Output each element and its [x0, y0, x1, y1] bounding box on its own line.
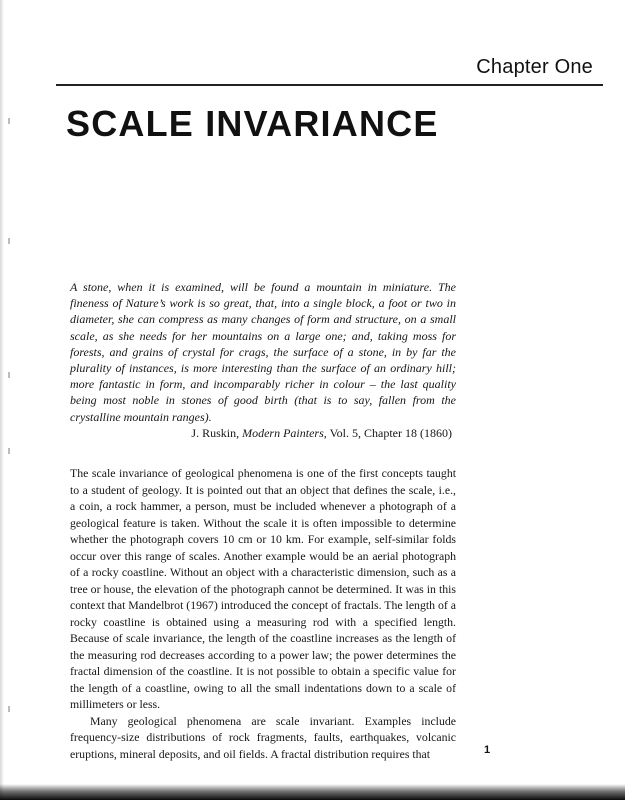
scan-bottom-shadow — [0, 784, 625, 800]
chapter-rule — [56, 84, 603, 86]
epigraph — [70, 279, 456, 441]
page-number: 1 — [484, 744, 491, 756]
body-paragraph: Many geological phenomena are scale invariant. Examples include frequency-size distributions of rock fragments, faults, earthquakes, volcanic eruptions, mineral deposits, and oil fields. A fractal distribution requires that — [70, 713, 456, 761]
chapter-title: SCALE INVARIANCE — [66, 103, 439, 144]
epigraph-work: Modern Painters, — [242, 425, 327, 440]
page-edge — [0, 0, 4, 800]
body-text — [70, 465, 456, 762]
chapter-label: Chapter One — [476, 56, 593, 78]
epigraph-reference: Vol. 5, Chapter 18 (1860) — [329, 425, 452, 440]
scan-mark — [8, 238, 10, 244]
epigraph-author: J. Ruskin, — [191, 425, 240, 440]
scan-mark — [8, 118, 10, 124]
scan-mark — [8, 448, 10, 454]
epigraph-quote: A stone, when it is examined, will be found a mountain in miniature. The fineness of Nature’s work is so great, that, into a single block, a foot or two in diameter, she can compress as many changes of form and structure, on a small scale, as she needs for her mountains on a large one; and, taking moss for forests, and grains of crystal for crags, the surface of a stone, in by far the plurality of instances, is more interesting than the surface of an ordinary hill; more fantastic in form, and incomparably richer in colour – the last quality being most noble in stones of good birth (that is to say, fallen from the crystalline mountain ranges). — [70, 280, 456, 424]
body-paragraph: The scale invariance of geological phenomena is one of the first concepts taught to a student of geology. It is pointed out that an object that defines the scale, i.e., a coin, a rock hammer, a person, must be included whenever a photograph of a geological feature is taken. Without the scale it is often impossible to determine whether the photograph covers 10 cm or 10 km. For example, self-similar folds occur over this range of scales. Another example would be an aerial photograph of a rocky coastline. Without an object with a characteristic dimension, such as a tree or house, the elevation of the photograph cannot be determined. It was in this context that Mandelbrot (1967) introduced the concept of fractals. The length of a rocky coastline is obtained using a measuring rod with a specified length. Because of scale invariance, the length of the coastline increases as the length of the measuring rod decreases according to a power law; the power determines the fractal dimension of the coastline. It is not possible to obtain a specific value for the length of a coastline, owing to all the small indentations down to a scale of millimeters or less. — [70, 466, 456, 711]
epigraph-attribution — [70, 425, 456, 441]
scan-mark — [8, 706, 10, 712]
scan-mark — [8, 372, 10, 378]
